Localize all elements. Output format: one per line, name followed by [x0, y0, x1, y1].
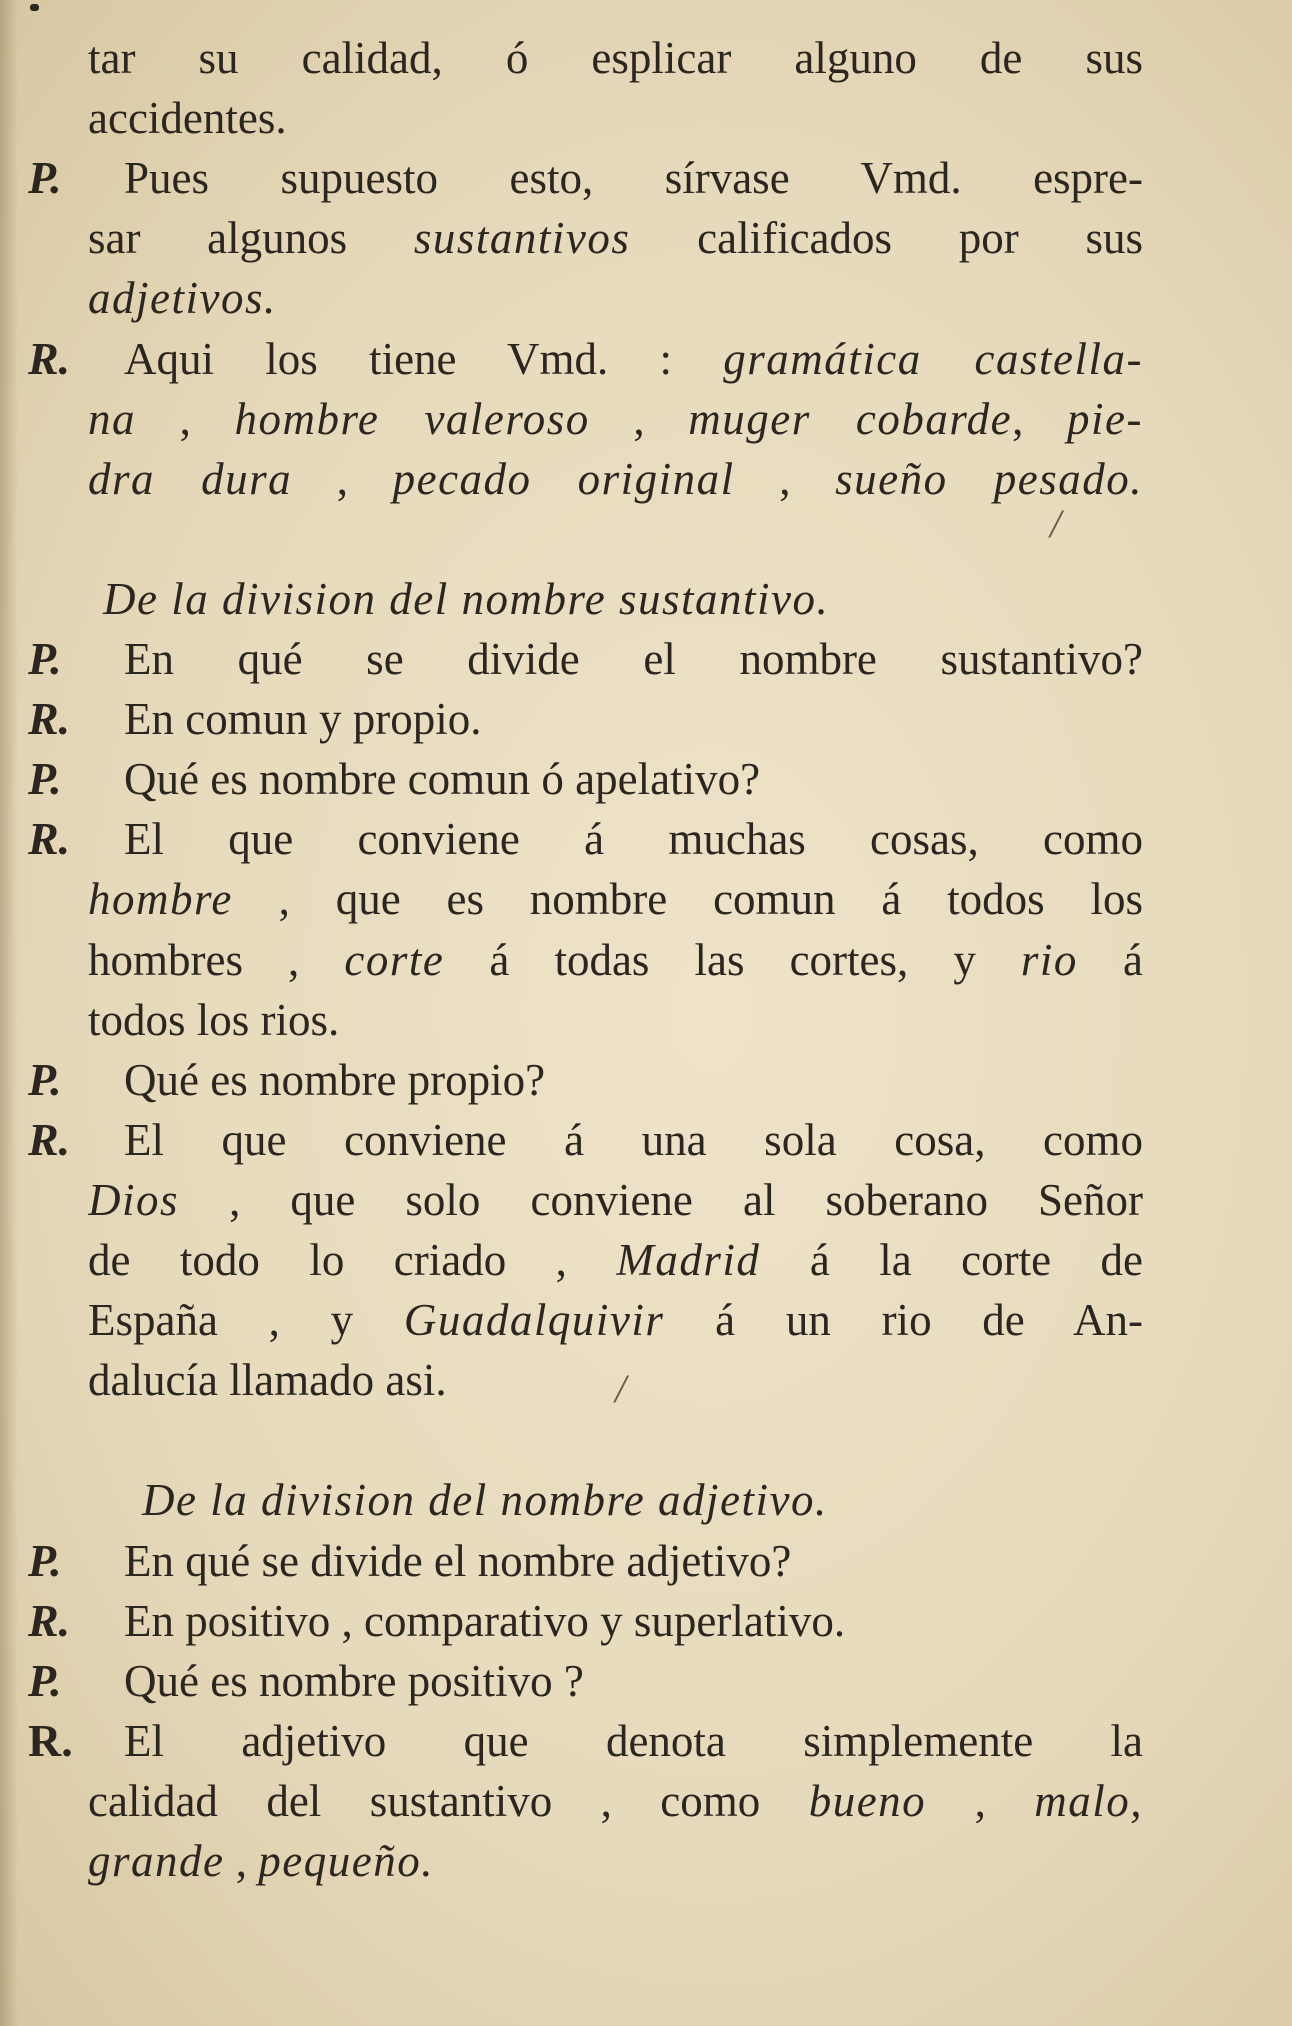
line-text	[124, 1531, 791, 1591]
line-text	[124, 629, 1143, 689]
text-line	[0, 1531, 1292, 1591]
italic-term: bueno	[808, 1775, 927, 1826]
text-line	[0, 1050, 1292, 1110]
line-text	[88, 1170, 1143, 1230]
italic-term: rio	[1020, 934, 1078, 985]
italic-term: De la division del nombre sustantivo.	[103, 573, 830, 624]
line-text	[88, 449, 1143, 509]
line-text	[88, 389, 1143, 449]
text-line	[0, 689, 1292, 749]
text-line	[0, 1110, 1292, 1170]
line-text	[124, 148, 1143, 208]
text-segment: á todas las cortes, y	[444, 934, 1021, 985]
answer-marker: R.	[28, 693, 71, 745]
italic-term: pie-	[1067, 393, 1143, 444]
text-segment: , que solo conviene al soberano Señor	[179, 1174, 1143, 1225]
line-text	[124, 749, 760, 809]
line-text	[88, 1831, 434, 1891]
text-line	[0, 88, 1292, 148]
text-segment: ,	[136, 393, 235, 444]
text-segment: Qué es nombre comun ó apelativo?	[124, 754, 761, 805]
italic-term: adjetivos.	[88, 273, 277, 324]
text-line	[0, 749, 1292, 809]
text-segment: ,	[589, 393, 689, 444]
italic-term: na	[88, 393, 136, 444]
text-line	[0, 389, 1292, 449]
text-segment: Qué es nombre propio?	[124, 1054, 546, 1105]
text-line	[0, 809, 1292, 869]
question-marker: P.	[28, 753, 62, 805]
text-line	[0, 629, 1292, 689]
italic-term: malo,	[1034, 1775, 1143, 1826]
line-text	[88, 28, 1143, 88]
italic-term: sustantivos	[413, 213, 631, 264]
italic-term: sueño pesado.	[835, 453, 1143, 504]
italic-term: gramática castella-	[723, 333, 1143, 384]
line-text	[124, 329, 1143, 389]
line-text	[88, 930, 1143, 990]
italic-term: Guadalquivir	[403, 1295, 665, 1346]
italic-term: Dios	[88, 1174, 180, 1225]
text-segment: tar su calidad, ó esplicar alguno de sus	[88, 33, 1143, 83]
text-line	[0, 1230, 1292, 1290]
italic-term: pequeño.	[258, 1836, 434, 1886]
question-marker: P.	[28, 1053, 62, 1105]
text-line	[0, 1290, 1292, 1350]
section-heading	[0, 1470, 1292, 1530]
text-line	[0, 28, 1292, 88]
italic-term: pecado original	[392, 453, 735, 504]
pencil-check-mark-icon: /	[1050, 501, 1062, 546]
line-text	[88, 990, 339, 1050]
text-segment: , que es nombre comun á todos los	[232, 874, 1143, 925]
text-line	[0, 268, 1292, 328]
text-line	[0, 329, 1292, 389]
question-marker: P.	[28, 1654, 62, 1706]
text-line	[0, 1651, 1292, 1711]
text-segment: Pues supuesto esto, sírvase Vmd. espre-	[124, 153, 1143, 204]
pencil-check-mark-icon: /	[615, 1366, 627, 1411]
answer-marker: R.	[28, 1113, 71, 1165]
text-segment: ,	[292, 453, 393, 504]
text-segment: accidentes.	[88, 93, 287, 144]
text-line	[0, 1711, 1292, 1771]
text-segment: á	[1077, 934, 1143, 985]
text-line	[0, 869, 1292, 929]
text-segment: El adjetivo que denota simplemente la	[124, 1715, 1143, 1766]
line-text	[103, 569, 829, 629]
line-text	[88, 1350, 447, 1410]
italic-term: hombre valeroso	[234, 393, 590, 444]
italic-term: Madrid	[616, 1235, 761, 1285]
line-text	[88, 208, 1143, 268]
question-marker: P.	[28, 1534, 62, 1586]
text-line	[0, 930, 1292, 990]
line-text	[88, 1230, 1143, 1290]
line-text	[124, 1651, 584, 1711]
line-text	[124, 689, 481, 749]
line-text	[88, 268, 277, 328]
text-line	[0, 148, 1292, 208]
text-line	[0, 449, 1292, 509]
line-text	[124, 1050, 545, 1110]
text-segment: calidad del sustantivo , como	[88, 1775, 809, 1826]
text-segment: calificados por sus	[630, 213, 1143, 264]
line-text	[88, 88, 287, 148]
text-segment: dalucía llamado asi.	[88, 1355, 447, 1406]
text-segment: Qué es nombre positivo ?	[124, 1655, 584, 1706]
line-text	[88, 1290, 1143, 1350]
text-segment: de todo lo criado ,	[88, 1235, 617, 1285]
text-line	[0, 208, 1292, 268]
text-segment: Aqui los tiene Vmd. :	[124, 333, 724, 384]
text-segment: En qué se divide el nombre sustantivo?	[124, 634, 1143, 684]
text-segment: á la corte de	[760, 1235, 1143, 1285]
text-segment: El que conviene á una sola cosa, como	[124, 1114, 1143, 1165]
line-text	[142, 1470, 828, 1530]
text-segment: hombres ,	[88, 934, 345, 985]
ink-blot	[30, 4, 39, 11]
answer-marker: R.	[28, 813, 71, 865]
line-text	[88, 869, 1143, 929]
text-segment: España , y	[88, 1295, 404, 1346]
question-marker: P.	[28, 152, 62, 204]
italic-term: De la division del nombre adjetivo.	[142, 1475, 828, 1526]
text-segment: sar algunos	[88, 213, 414, 264]
text-line	[0, 990, 1292, 1050]
italic-term: muger cobarde	[688, 393, 1013, 444]
line-text	[124, 1591, 845, 1651]
text-line	[0, 1591, 1292, 1651]
line-text	[88, 1771, 1143, 1831]
answer-marker: R.	[28, 332, 71, 384]
text-line	[0, 1771, 1292, 1831]
text-line	[0, 1831, 1292, 1891]
answer-marker: R.	[28, 1594, 71, 1646]
text-segment: En qué se divide el nombre adjetivo?	[124, 1535, 792, 1586]
line-text	[124, 1110, 1143, 1170]
text-segment: ,	[224, 1836, 259, 1886]
line-text	[124, 1711, 1143, 1771]
line-text	[124, 809, 1143, 869]
text-segment: En comun y propio.	[124, 694, 482, 745]
section-heading	[0, 569, 1292, 629]
text-segment: todos los rios.	[88, 994, 340, 1045]
italic-term: corte	[344, 934, 445, 985]
text-segment: ,	[926, 1775, 1035, 1826]
italic-term: hombre	[88, 874, 233, 925]
text-segment: En positivo , comparativo y superlativo.	[124, 1595, 846, 1646]
text-line	[0, 1350, 1292, 1410]
text-segment: ,	[1012, 393, 1068, 444]
answer-marker: R.	[28, 1714, 73, 1766]
text-segment: á un rio de An-	[664, 1295, 1143, 1346]
italic-term: grande	[88, 1836, 225, 1886]
text-line	[0, 1170, 1292, 1230]
question-marker: P.	[28, 633, 62, 684]
text-segment: El que conviene á muchas cosas, como	[124, 814, 1143, 865]
italic-term: dra dura	[88, 453, 293, 504]
text-segment: ,	[734, 453, 836, 504]
